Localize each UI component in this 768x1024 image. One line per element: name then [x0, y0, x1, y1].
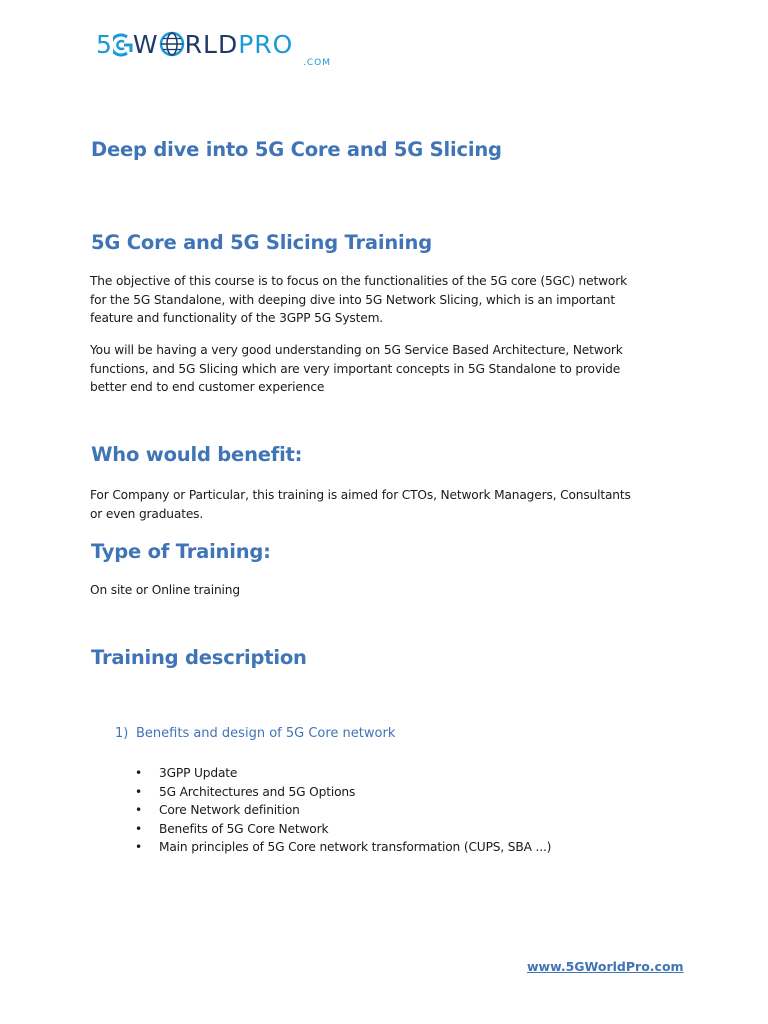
text-line: better end to end customer experience	[90, 380, 325, 394]
module-heading	[115, 726, 395, 741]
logo-wordmark	[96, 30, 293, 60]
understanding-paragraph	[90, 341, 623, 397]
logo-text-5: 5	[96, 30, 113, 59]
objective-paragraph	[90, 272, 627, 328]
benefit-paragraph	[90, 486, 631, 523]
text-line: feature and functionality of the 3GPP 5G System.	[90, 311, 384, 325]
description-heading: Training description	[91, 646, 307, 669]
list-item: • 3GPP Update	[135, 764, 551, 783]
module-title: Benefits and design of 5G Core network	[136, 726, 396, 741]
benefit-heading: Who would benefit:	[91, 443, 303, 466]
logo-text-w: W	[132, 30, 159, 59]
logo-com: .COM	[303, 58, 331, 68]
logo-text-pro: PRO	[238, 30, 294, 59]
signal-icon	[113, 33, 133, 57]
list-item: • Main principles of 5G Core network transformation (CUPS, SBA ...)	[135, 838, 551, 857]
type-text: On site or Online training	[90, 583, 240, 597]
list-item: • Benefits of 5G Core Network	[135, 820, 551, 839]
website-link[interactable]: www.5GWorldPro.com	[527, 959, 684, 974]
logo-text-rld: RLD	[184, 30, 239, 59]
list-item: • 5G Architectures and 5G Options	[135, 783, 551, 802]
text-line: or even graduates.	[90, 506, 204, 521]
text-line: The objective of this course is to focus on the functionalities of the 5G core (5GC) network	[90, 274, 628, 288]
module-bullet-list	[135, 764, 551, 857]
type-heading: Type of Training:	[91, 540, 271, 563]
module-number: 1)	[115, 726, 129, 741]
logo	[96, 30, 356, 70]
text-line: for the 5G Standalone, with deeping dive into 5G Network Slicing, which is an important	[90, 292, 616, 307]
globe-icon	[159, 31, 185, 57]
text-line: For Company or Particular, this training is aimed for CTOs, Network Managers, Consultants	[90, 488, 631, 502]
list-item: • Core Network definition	[135, 801, 551, 820]
text-line: You will be having a very good understanding on 5G Service Based Architecture, Network	[90, 343, 623, 357]
training-heading: 5G Core and 5G Slicing Training	[91, 231, 432, 254]
text-line: functions, and 5G Slicing which are very important concepts in 5G Standalone to provide	[90, 361, 621, 376]
document-title: Deep dive into 5G Core and 5G Slicing	[91, 138, 502, 161]
